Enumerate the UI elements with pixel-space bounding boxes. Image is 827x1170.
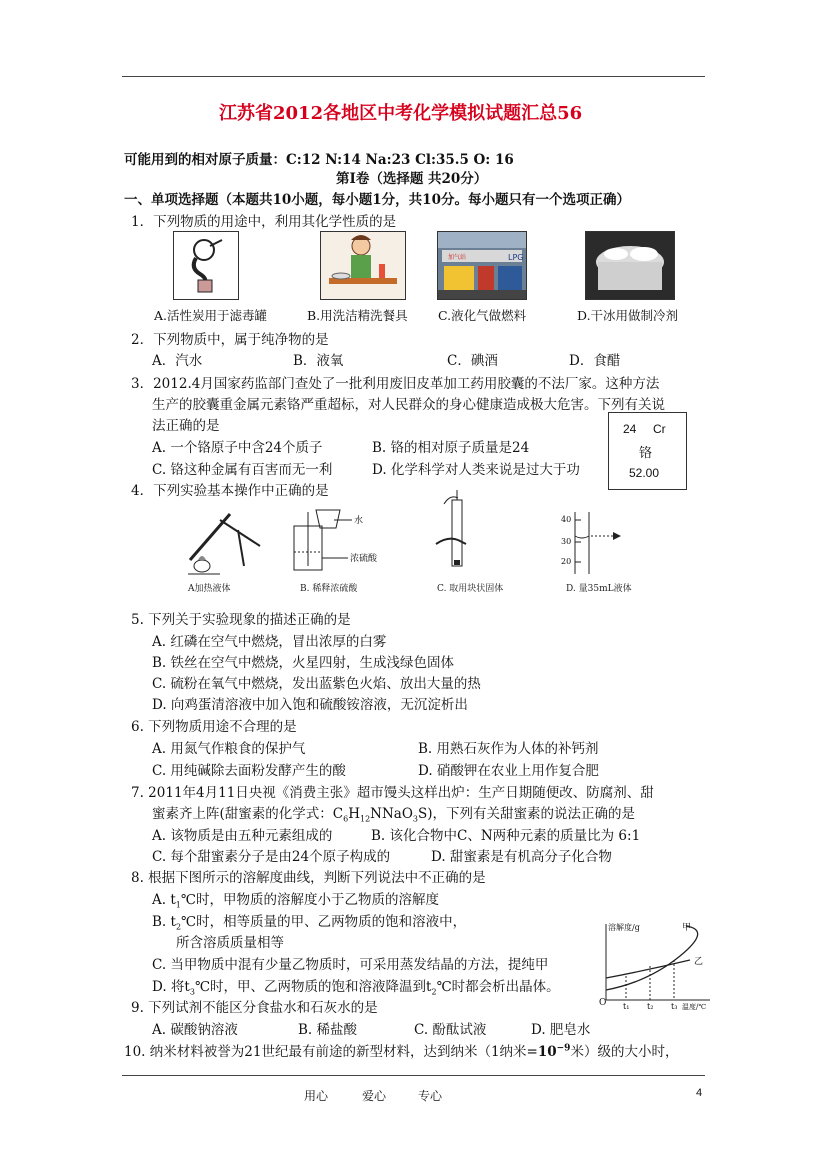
q5-stem: 5. 下列关于实验现象的描述正确的是 — [131, 612, 351, 628]
tick-30: 30 — [561, 537, 572, 546]
atomic-number: 24 — [623, 422, 637, 436]
tick-40: 40 — [561, 515, 572, 524]
page-number: 4 — [696, 1087, 703, 1099]
q7-option-a: A. 该物质是由五种元素组成的 — [152, 828, 333, 844]
series-jia-label: 甲 — [682, 923, 692, 933]
graduated-cylinder-figure — [555, 510, 635, 576]
q5-option-b: B. 铁丝在空气中燃烧，火星四射，生成浅绿色固体 — [152, 655, 455, 671]
q5-option-a: A. 红磷在空气中燃烧，冒出浓厚的白雾 — [152, 634, 387, 650]
q2-option-d: D．食醋 — [569, 353, 621, 369]
element-symbol: Cr — [653, 422, 666, 436]
q7-option-d: D. 甜蜜素是有机高分子化合物 — [431, 849, 612, 865]
element-name: 铬 — [639, 445, 653, 460]
gas-station-picture — [437, 231, 527, 300]
q6-option-a: A. 用氮气作粮食的保护气 — [152, 741, 306, 757]
q9-option-c: C. 酚酞试液 — [414, 1022, 487, 1038]
y-axis-label: 溶解度/g — [608, 923, 640, 932]
q9-stem: 9. 下列试剂不能区分食盐水和石灰水的是 — [131, 1000, 378, 1016]
q1-option-b: B.用洗洁精洗餐具 — [307, 308, 408, 323]
footer-rule — [122, 1075, 705, 1076]
lpg-sign: LPG — [508, 253, 524, 262]
q3-option-a: A. 一个铬原子中含24个质子 — [152, 440, 323, 456]
curve-yi — [606, 960, 690, 978]
q1-option-c: C.液化气做燃料 — [438, 308, 527, 323]
solubility-curve-chart — [598, 920, 716, 1014]
section-heading: 一、单项选择题（本题共10小题，每小题1分，共10分。每小题只有一个选项正确） — [124, 192, 630, 208]
curve-jia — [606, 926, 698, 990]
q9-option-a: A. 碳酸钠溶液 — [152, 1022, 238, 1038]
q4-label-d: D. 量35mL液体 — [566, 584, 632, 594]
q6-stem: 6. 下列物质用途不合理的是 — [131, 719, 297, 735]
dry-ice-picture — [585, 231, 675, 300]
atomic-mass: 52.00 — [629, 466, 660, 480]
q3-line-1: 3．2012.4月国家药监部门查处了一批利用废旧皮革加工药用胶囊的不法厂家。这种方法 — [131, 376, 660, 392]
q3-option-d: D. 化学科学对人类来说是过大于功 — [372, 462, 580, 478]
q6-option-b: B. 用熟石灰作为人体的补钙剂 — [418, 741, 599, 757]
q1-option-a: A.活性炭用于滤毒罐 — [154, 308, 268, 323]
q7-line-2: 蜜素齐上阵(甜蜜素的化学式：$C_6H_{12}NNaO_3S$)，下列有关甜蜜素的说法正确的是 — [152, 806, 636, 824]
page-title: 江苏省2012各地区中考化学模拟试题汇总56 — [219, 103, 583, 124]
water-label: 水 — [354, 516, 364, 526]
q2-option-c: C．碘酒 — [447, 353, 498, 369]
charcoal-mask-picture — [173, 231, 239, 300]
q7-option-b: B. 该化合物中C、N两种元素的质量比为 6:1 — [371, 828, 641, 844]
series-yi-label: 乙 — [694, 957, 704, 967]
footer-motto-3: 专心 — [418, 1089, 443, 1103]
atomic-masses: 可能用到的相对原子质量：C:12 N:14 Na:23 Cl:35.5 O: 16 — [124, 152, 514, 168]
q3-line-3: 法正确的是 — [152, 418, 220, 434]
q2-option-b: B．液氧 — [293, 353, 344, 369]
acid-label: 浓硫酸 — [350, 554, 378, 564]
volume-title: 第Ⅰ卷（选择题 共20分） — [336, 171, 488, 187]
q5-option-d: D. 向鸡蛋清溶液中加入饱和硫酸铵溶液，无沉淀析出 — [152, 697, 468, 713]
q8-option-d: D. 将$t_3℃$时，甲、乙两物质的饱和溶液降温到$t_2℃$时都会析出晶体。 — [152, 979, 560, 997]
heating-liquid-figure — [180, 500, 270, 578]
q7-line-1: 7. 2011年4月11日央视《消费主张》超市馒头这样出炉：生产日期随便改、防腐剂、甜 — [131, 785, 654, 801]
footer-motto-2: 爱心 — [362, 1089, 387, 1103]
q4-label-a: A加热液体 — [188, 584, 231, 594]
chromium-element-card — [608, 412, 687, 490]
q4-label-b: B. 稀释浓硫酸 — [300, 584, 358, 594]
tick-t2: t₂ — [647, 1002, 654, 1011]
q10-stem: 10. 纳米材料被誉为21世纪最有前途的新型材料，达到纳米（1纳米$=10^{-9}$米）级的大小时， — [124, 1043, 679, 1060]
q3-option-b: B. 铬的相对原子质量是24 — [372, 440, 530, 456]
q8-option-c: C. 当甲物质中混有少量乙物质时，可采用蒸发结晶的方法，提纯甲 — [152, 957, 549, 973]
tick-t1: t₁ — [623, 1002, 630, 1011]
q7-option-c: C. 每个甜蜜素分子是由24个原子构成的 — [152, 849, 391, 865]
footer-motto-1: 用心 — [304, 1089, 329, 1103]
q1-stem: 1．下列物质的用途中，利用其化学性质的是 — [131, 214, 397, 230]
q4-stem: 4．下列实验基本操作中正确的是 — [131, 483, 329, 499]
q5-option-c: C. 硫粉在氧气中燃烧，发出蓝紫色火焰、放出大量的热 — [152, 676, 481, 692]
q6-option-c: C. 用纯碱除去面粉发酵产生的酸 — [152, 763, 346, 779]
q8-option-b-line2: 所含溶质质量相等 — [176, 935, 284, 951]
x-axis-label: 温度/℃ — [682, 1003, 707, 1011]
origin-label: O — [599, 998, 607, 1008]
header-rule — [122, 76, 705, 77]
q4-label-c: C. 取用块状固体 — [437, 584, 504, 594]
tick-t3: t₃ — [671, 1002, 678, 1011]
q9-option-b: B. 稀盐酸 — [298, 1022, 358, 1038]
q1-option-d: D.干冰用做制冷剂 — [577, 308, 679, 323]
q8-stem: 8. 根据下图所示的溶解度曲线，判断下列说法中不正确的是 — [131, 870, 486, 886]
q9-option-d: D. 肥皂水 — [531, 1022, 591, 1038]
q6-option-d: D. 硝酸钾在农业上用作复合肥 — [418, 763, 599, 779]
q2-stem: 2．下列物质中，属于纯净物的是 — [131, 332, 329, 348]
q3-option-c: C. 铬这种金属有百害而无一利 — [152, 462, 333, 478]
washing-dishes-picture — [320, 231, 406, 300]
dilute-acid-figure — [288, 506, 388, 576]
tick-20: 20 — [561, 557, 572, 566]
q8-option-b: B. $t_2℃$时，相等质量的甲、乙两物质的饱和溶液中， — [152, 914, 467, 932]
q3-line-2: 生产的胶囊重金属元素铬严重超标，对人民群众的身心健康造成极大危害。下列有关说 — [152, 397, 665, 413]
q2-option-a: A．汽水 — [152, 353, 203, 369]
solid-reagent-figure — [430, 490, 500, 578]
gas-station-sign: 加气站 — [448, 254, 467, 261]
q8-option-a: A. $t_1℃$时，甲物质的溶解度小于乙物质的溶解度 — [152, 892, 439, 910]
